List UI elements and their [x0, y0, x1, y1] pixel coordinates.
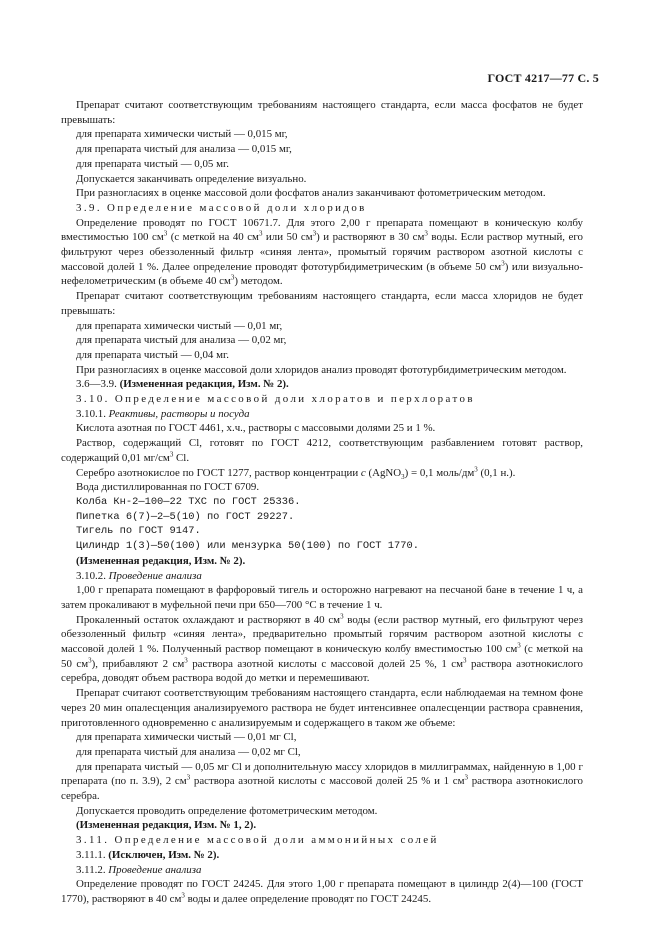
list-item: для препарата чистый — 0,05 мг Cl и дополнительную массу хлоридов в миллиграммах, найденную в 1,00 г препарата (по п. 3.9), 2 $см^3$ раствора азотной кислоты с массовой долей 25 % и 1 $см^3$ раствора азотнокислого серебра.: [61, 760, 583, 803]
paragraph: Определение проводят по ГОСТ 24245. Для этого 1,00 г препарата помещают в цилиндр 2(4)—100 (ГОСТ 1770), растворяют в 40 $см^3$ воды и далее определение проводят по ГОСТ 24245.: [61, 878, 583, 905]
paragraph: Допускается заканчивать определение визуально.: [76, 172, 307, 185]
phosphate-requirement: Препарат считают соответствующим требованиям настоящего стандарта, если масса фосфатов не будет превышать:: [61, 99, 583, 126]
list-item: для препарата чистый для анализа — 0,02 мг,: [76, 334, 287, 347]
subsection-heading: 3.10.1. Реактивы, растворы и посуда: [76, 407, 250, 420]
paragraph: Колба Кн-2—100—22 ТХС по ГОСТ 25336.: [76, 495, 301, 508]
list-item: для препарата чистый для анализа — 0,015 мг,: [76, 143, 292, 156]
paragraph: При разногласиях в оценке массовой доли фосфатов анализ заканчивают фотометрическим методом.: [76, 187, 546, 200]
paragraph: Препарат считают соответствующим требованиям настоящего стандарта, если наблюдаемая на темном фоне через 20 мин опалесценция анализируемого раствора не будет интенсивнее опалесценции раствора сравнения, приготовленного одновременно с анализируемым и содержащего в таком же объеме:: [61, 687, 583, 729]
document-body: [61, 98, 583, 907]
amendment-note: (Измененная редакция, Изм. № 1, 2).: [76, 819, 257, 832]
paragraph: Раствор, содержащий Cl, готовят по ГОСТ 4212, соответствующим разбавлением готовят раствор, содержащий 0,01 $мг/см^3$ Cl.: [61, 437, 583, 464]
paragraph: Кислота азотная по ГОСТ 4461, х.ч., растворы с массовыми долями 25 и 1 %.: [76, 422, 436, 435]
paragraph: Тигель по ГОСТ 9147.: [76, 525, 201, 538]
list-item: для препарата чистый для анализа — 0,02 мг Cl,: [76, 745, 301, 758]
subsection-heading: 3.11.2. Проведение анализа: [76, 863, 202, 876]
page-header: ГОСТ 4217—77 С. 5: [487, 71, 599, 85]
list-item: для препарата химически чистый — 0,015 мг,: [76, 128, 288, 141]
list-item: для препарата чистый — 0,05 мг.: [76, 157, 229, 170]
paragraph: Серебро азотнокислое по ГОСТ 1277, раствор концентрации c (AgNO$_3$) = 0,1 моль/$дм^3$ (0,1 н.).: [76, 464, 516, 481]
paragraph: Допускается проводить определение фотометрическим методом.: [76, 804, 378, 817]
subsection-heading: 3.10.2. Проведение анализа: [76, 569, 202, 582]
list-item: для препарата химически чистый — 0,01 мг Cl,: [76, 731, 297, 744]
list-item: для препарата химически чистый — 0,01 мг,: [76, 319, 283, 332]
chloride-requirement: Препарат считают соответствующим требованиям настоящего стандарта, если масса хлоридов не будет превышать:: [61, 290, 583, 317]
paragraph: При разногласиях в оценке массовой доли хлоридов анализ проводят фототурбидиметрическим методом.: [76, 363, 567, 376]
section-heading-3-9: 3.9. Определение массовой доли хлоридов: [76, 201, 367, 214]
chloride-procedure: Определение проводят по ГОСТ 10671.7. Для этого 2,00 г препарата помещают в коническую колбу вместимостью 100 $см^3$ (с меткой на 40 $см^3$ или 50 $см^3$) и растворяют в 30 $см^3$ воды. Если раствор мутный, его фильтруют через обеззоленный фильтр «синяя лента», промытый горячим раствором азотной кислоты с массовой долей 1 %. Далее определение проводят фототурбидиметрическим (в объеме 50 $см^3$) или визуально-нефелометрическим (в объеме 40 $см^3$) методом.: [61, 216, 583, 288]
paragraph: 1,00 г препарата помещают в фарфоровый тигель и осторожно нагревают на песчаной бане в течение 1 ч, а затем прокаливают в муфельной печи при 650—700 °С в течение 1 ч.: [61, 584, 583, 611]
section-heading-3-11: 3.11. Определение массовой доли аммонийных солей: [76, 834, 439, 847]
section-heading-3-10: 3.10. Определение массовой доли хлоратов и перхлоратов: [76, 393, 475, 406]
paragraph: Пипетка 6(7)—2—5(10) по ГОСТ 29227.: [76, 510, 295, 523]
list-item: для препарата чистый — 0,04 мг.: [76, 348, 229, 361]
amendment-note: 3.6—3.9. (Измененная редакция, Изм. № 2).: [76, 378, 289, 391]
subsection-heading: 3.11.1. (Исключен, Изм. № 2).: [76, 848, 220, 861]
paragraph: Прокаленный остаток охлаждают и растворяют в 40 $см^3$ воды (если раствор мутный, его фильтруют через обеззоленный фильтр «синяя лента», предварительно промытый горячим раствором азотной кислоты с массовой долей 1 %. Полученный раствор помещают в коническую колбу вместимостью 100 $см^3$ (с меткой на 50 $см^3$), прибавляют 2 $см^3$ раствора азотной кислоты с массовой долей 25 %, 1 $см^3$ раствора азотнокислого серебра, доводят объем раствора водой до метки и перемешивают.: [61, 611, 583, 685]
amendment-note: (Измененная редакция, Изм. № 2).: [76, 554, 246, 567]
paragraph: Вода дистиллированная по ГОСТ 6709.: [76, 481, 260, 494]
paragraph: Цилиндр 1(3)—50(100) или мензурка 50(100) по ГОСТ 1770.: [76, 540, 419, 553]
